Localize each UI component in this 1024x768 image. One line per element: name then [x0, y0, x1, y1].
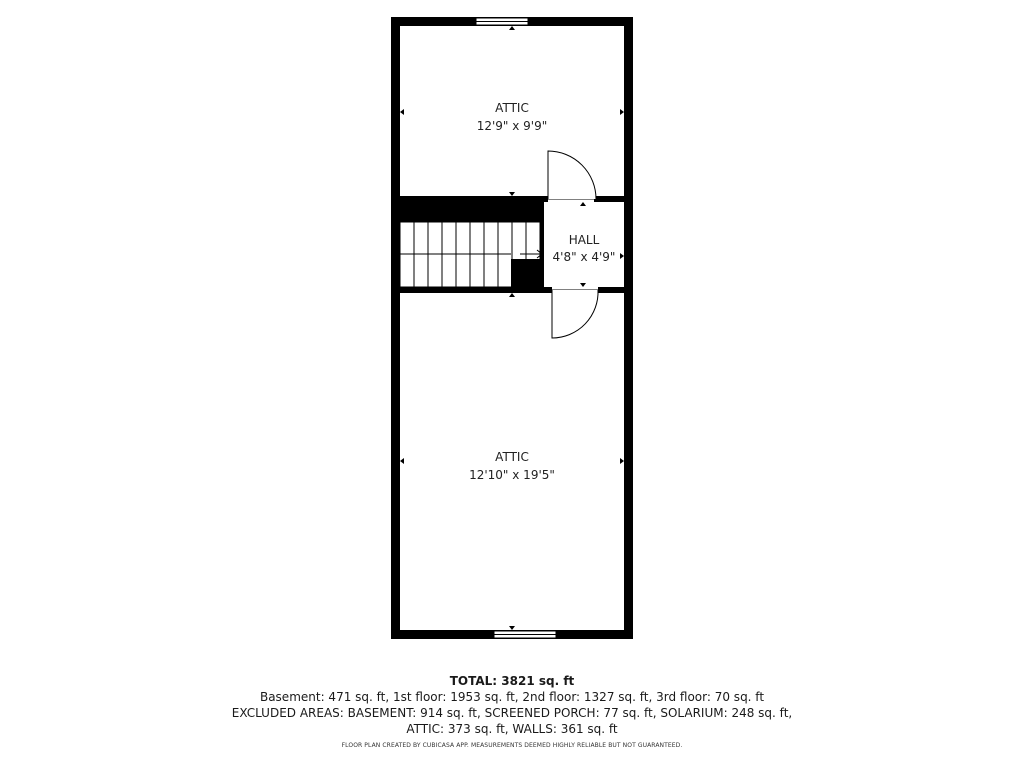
- excluded-areas: EXCLUDED AREAS: BASEMENT: 914 sq. ft, SCREENED PORCH: 77 sq. ft, SOLARIUM: 248 sq. ft,: [231, 706, 793, 720]
- excluded-areas-cont: ATTIC: 373 sq. ft, WALLS: 361 sq. ft: [406, 722, 618, 736]
- room-name-hall: HALL: [568, 233, 600, 247]
- room-dims-attic-top: 12'9" x 9'9": [476, 119, 548, 133]
- room-dims-hall: 4'8" x 4'9": [552, 250, 616, 264]
- area-summary: [0, 673, 1024, 737]
- floor-areas: Basement: 471 sq. ft, 1st floor: 1953 sq. ft, 2nd floor: 1327 sq. ft, 3rd floor: 70 sq. ft: [259, 690, 765, 704]
- room-dims-attic-bottom: 12'10" x 19'5": [469, 468, 555, 482]
- disclaimer: FLOOR PLAN CREATED BY CUBICASA APP. MEASUREMENTS DEEMED HIGHLY RELIABLE BUT NOT GUARANTEED.: [341, 742, 683, 749]
- measure-markers: [400, 26, 624, 630]
- room-name-attic-bottom: ATTIC: [495, 450, 529, 464]
- door-attic-top: [548, 151, 596, 202]
- window-top: [476, 18, 528, 25]
- door-attic-bottom: [552, 287, 598, 338]
- window-bottom: [494, 631, 556, 638]
- total-area: TOTAL: 3821 sq. ft: [449, 674, 575, 688]
- room-name-attic-top: ATTIC: [495, 101, 529, 115]
- stair-block: [511, 259, 542, 289]
